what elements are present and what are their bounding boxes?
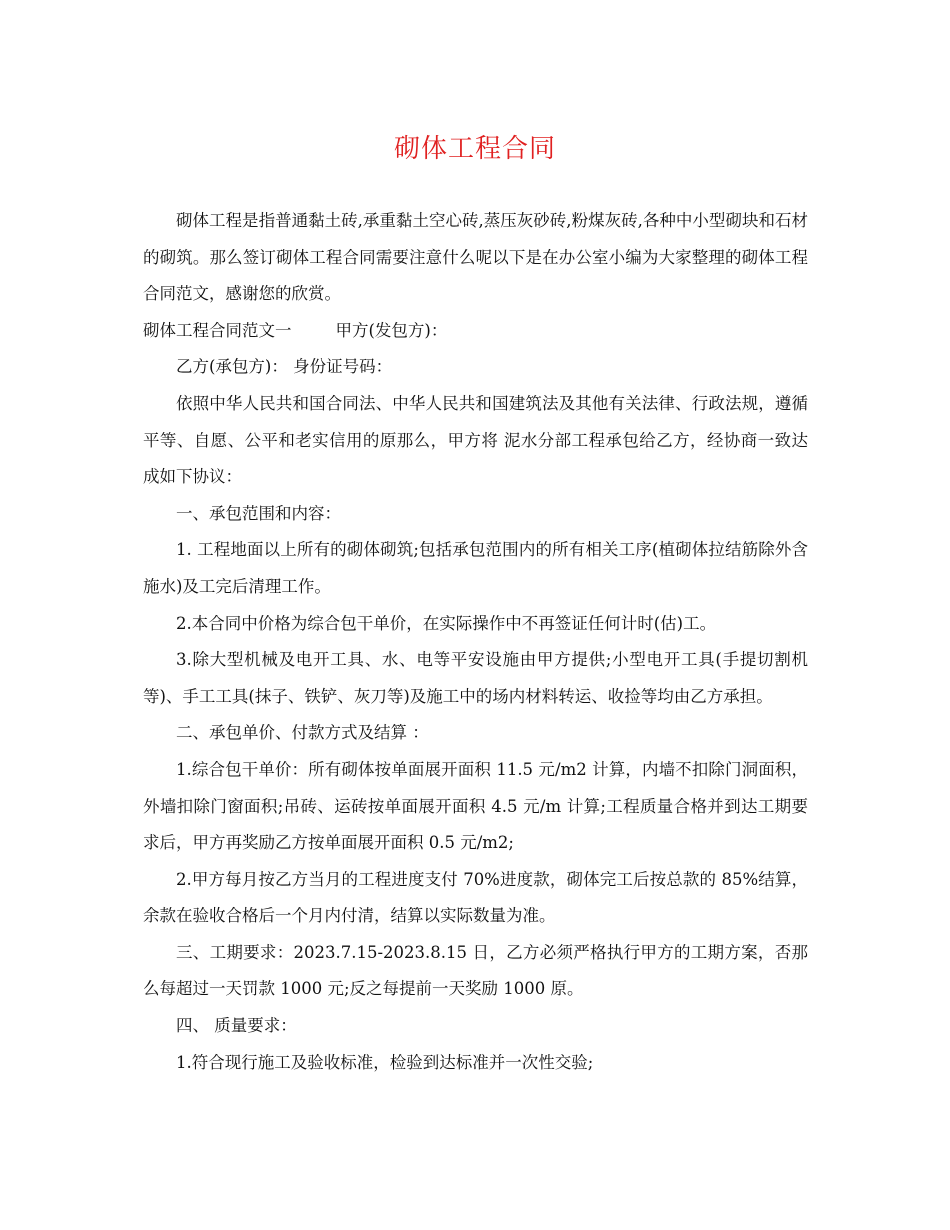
section-4-item-1: 1.符合现行施工及验收标准，检验到达标准并一次性交验;	[176, 1052, 594, 1072]
section-1-item-1: 1. 工程地面以上所有的砌体砌筑;包括承包范围内的所有相关工序(植砌体拉结筋除外含施水)及工完后清理工作。	[143, 540, 808, 596]
party-b-line: 乙方(承包方)： 身份证号码：	[176, 357, 393, 377]
intro-paragraph: 砌体工程是指普通黏土砖,承重黏土空心砖,蒸压灰砂砖,粉煤灰砖,各种中小型砌块和石材的砌筑。那么签订砌体工程合同需要注意什么呢以下是在办公室小编为大家整理的砌体工程合同范文，感谢您的欣赏。	[143, 211, 808, 304]
basis-paragraph: 依照中华人民共和国合同法、中华人民共和国建筑法及其他有关法律、行政法规，遵循平等、自愿、公平和老实信用的原那么，甲方将 泥水分部工程承包给乙方，经协商一致达成如下协议：	[143, 393, 808, 487]
sample-heading: 砌体工程合同范文一	[143, 320, 292, 340]
document-body	[143, 203, 808, 1081]
sample-heading-line	[143, 313, 808, 350]
party-a-label: 甲方(发包方)：	[335, 320, 448, 340]
section-2-heading: 二、承包单价、付款方式及结算 ：	[176, 723, 429, 743]
section-2-item-1: 1.综合包干单价：所有砌体按单面展开面积 11.5 元/m2 计算，内墙不扣除门洞面积，外墙扣除门窗面积;吊砖、运砖按单面展开面积 4.5 元/m 计算;工程质量合格并到达工期要求后，甲方再奖励乙方按单面展开面积 0.5 元/m2;	[143, 759, 808, 853]
section-1-heading: 一、承包范围和内容：	[176, 503, 341, 523]
section-4-heading: 四、 质量要求：	[176, 1016, 297, 1036]
section-3-paragraph: 三、工期要求：2023.7.15-2023.8.15 日，乙方必须严格执行甲方的工期方案，否那么每超过一天罚款 1000 元;反之每提前一天奖励 1000 原。	[143, 942, 808, 999]
section-1-item-3: 3.除大型机械及电开工具、水、电等平安设施由甲方提供;小型电开工具(手提切割机等)、手工工具(抹子、铁铲、灰刀等)及施工中的场内材料转运、收捡等均由乙方承担。	[143, 650, 808, 706]
section-2-item-2: 2.甲方每月按乙方当月的工程进度支付 70%进度款，砌体完工后按总款的 85%结算，余款在验收合格后一个月内付清，结算以实际数量为准。	[143, 869, 808, 926]
document-title: 砌体工程合同	[393, 134, 556, 164]
section-1-item-2: 2.本合同中价格为综合包干单价，在实际操作中不再签证任何计时(估)工。	[176, 613, 717, 633]
